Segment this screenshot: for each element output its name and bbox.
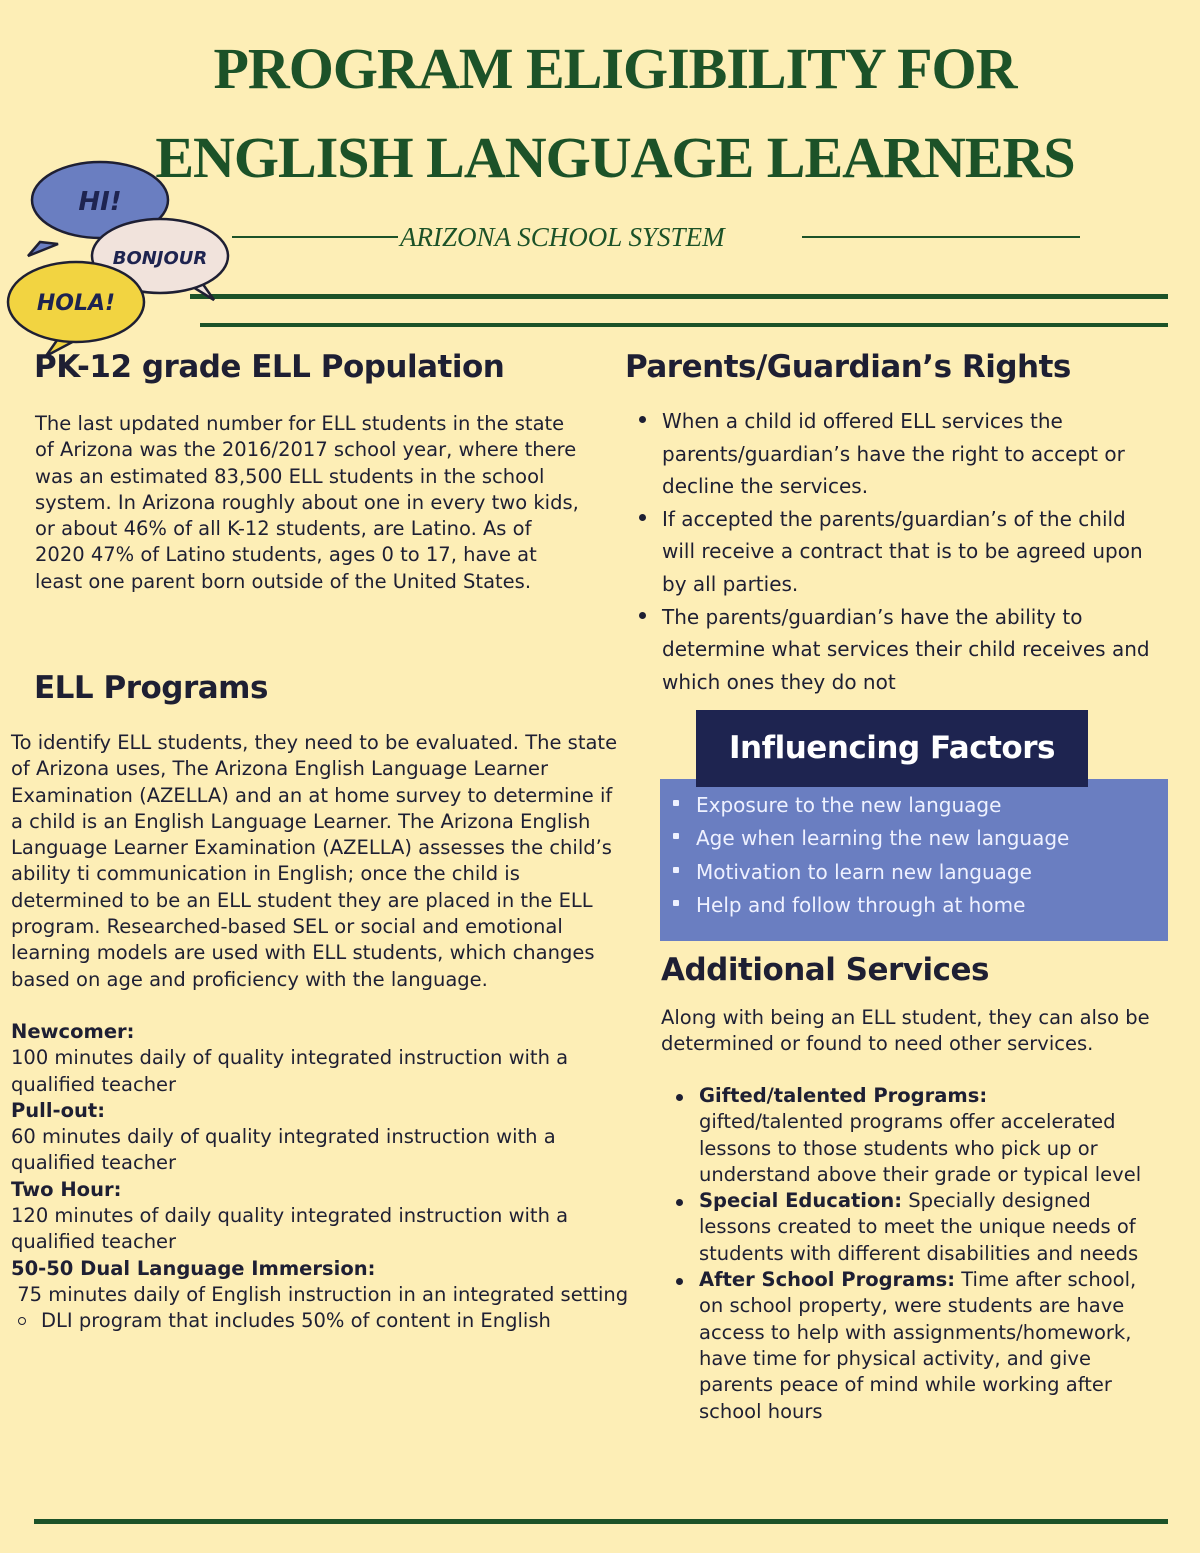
list-item (671, 1267, 1163, 1425)
header-rule-1 (190, 294, 1168, 299)
program-model-name: Newcomer: (11, 1019, 135, 1043)
program-model-two-hour (11, 1177, 629, 1256)
bubble-hola-text: HOLA! (36, 291, 116, 316)
program-model-desc: 75 minutes daily of English instruction in an integrated setting (11, 1282, 629, 1306)
program-model-dual-language (11, 1256, 629, 1309)
program-model-pull-out (11, 1098, 629, 1177)
speech-bubbles-logo (0, 160, 240, 360)
program-model-newcomer (11, 1019, 629, 1098)
list-item: If accepted the parents/guardian’s of the child will receive a contract that is to be agreed upon by all parties. (634, 503, 1164, 601)
title-line-2: ENGLISH LANGUAGE LEARNERS (155, 125, 1075, 190)
list-item: When a child id offered ELL services the parents/guardian’s have the right to accept or decline the services. (634, 405, 1164, 503)
programs-heading: ELL Programs (34, 670, 268, 706)
programs-section (11, 730, 629, 1335)
list-item: Motivation to learn new language (668, 856, 1069, 889)
factors-list (668, 789, 1069, 922)
bubble-bonjour-text: BONJOUR (112, 248, 208, 269)
program-model-desc: 120 minutes of daily quality integrated instruction with a qualified teacher (11, 1204, 569, 1254)
population-text: The last updated number for ELL students in the state of Arizona was the 2016/2017 school year, where there was an estimated 83,500 ELL students in the school system. In Arizona roughly about one in every two kids, or about 46% of all K-12 students, are Latino. As of 2020 47% of Latino students, ages 0 to 17, have at least one parent born outside of the United States. (35, 412, 579, 593)
service-name: Gifted/talented Programs: (699, 1084, 988, 1107)
programs-spacer (11, 993, 629, 1019)
program-model-name: Pull-out: (11, 1098, 106, 1122)
bubble-hi-text: HI! (78, 187, 122, 217)
dli-note (11, 1308, 629, 1334)
dli-note-text: DLI program that includes 50% of content in English (41, 1309, 551, 1333)
list-item: The parents/guardian’s have the ability to determine what services their child receives and which ones they do not (634, 601, 1164, 699)
subtitle-rule-left (232, 236, 398, 238)
service-name: After School Programs: (699, 1268, 956, 1292)
rights-list (634, 405, 1164, 698)
subtitle-rule-right (802, 236, 1080, 238)
circle-bullet-icon (18, 1317, 26, 1325)
list-item (671, 1083, 1163, 1188)
factors-heading: Influencing Factors (696, 710, 1088, 787)
list-item: Exposure to the new language (668, 789, 1069, 822)
service-name: Special Education: (699, 1189, 903, 1213)
program-model-name: 50-50 Dual Language Immersion: (11, 1256, 376, 1280)
services-intro: Along with being an ELL student, they can also be determined or found to need other services. (661, 1006, 1150, 1056)
footer-rule (34, 1519, 1168, 1524)
program-model-desc: 100 minutes daily of quality integrated instruction with a qualified teacher (11, 1046, 569, 1096)
bubble-hola (8, 262, 144, 356)
service-desc: gifted/talented programs offer accelerated lessons to those students who pick up or understand above their grade or typical level (699, 1110, 1142, 1186)
services-heading: Additional Services (661, 952, 989, 988)
service-desc: Specially designed lessons created to meet the unique needs of students with different disabilities and needs (699, 1189, 1142, 1265)
rights-heading: Parents/Guardian’s Rights (625, 349, 1071, 385)
program-model-desc: 60 minutes daily of quality integrated instruction with a qualified teacher (11, 1125, 556, 1175)
list-item (671, 1188, 1163, 1267)
header-rule-2 (200, 323, 1168, 327)
subtitle: ARIZONA SCHOOL SYSTEM (400, 222, 725, 252)
population-heading: PK-12 grade ELL Population (34, 349, 505, 385)
program-model-name: Two Hour: (11, 1177, 122, 1201)
list-item: Help and follow through at home (668, 889, 1069, 922)
programs-intro: To identify ELL students, they need to be evaluated. The state of Arizona uses, The Arizona English Language Learner Examination (AZELLA) and an at home survey to determine if a child is an English Language Learner. The Arizona English Language Learner Examination (AZELLA) assesses the child’s ability ti communication in English; once the child is determined to be an ELL student they are placed in the ELL program. Researched-based SEL or social and emotional learning models are used with ELL students, which changes based on age and proficiency with the language. (11, 731, 618, 991)
list-item: Age when learning the new language (668, 822, 1069, 855)
service-desc: Time after school, on school property, were students are have access to help with assignments/homework, have time for physical activity, and give parents peace of mind while working after school hours (699, 1268, 1143, 1423)
title-line-1: PROGRAM ELIGIBILITY FOR (213, 36, 1017, 101)
services-list (671, 1083, 1163, 1425)
